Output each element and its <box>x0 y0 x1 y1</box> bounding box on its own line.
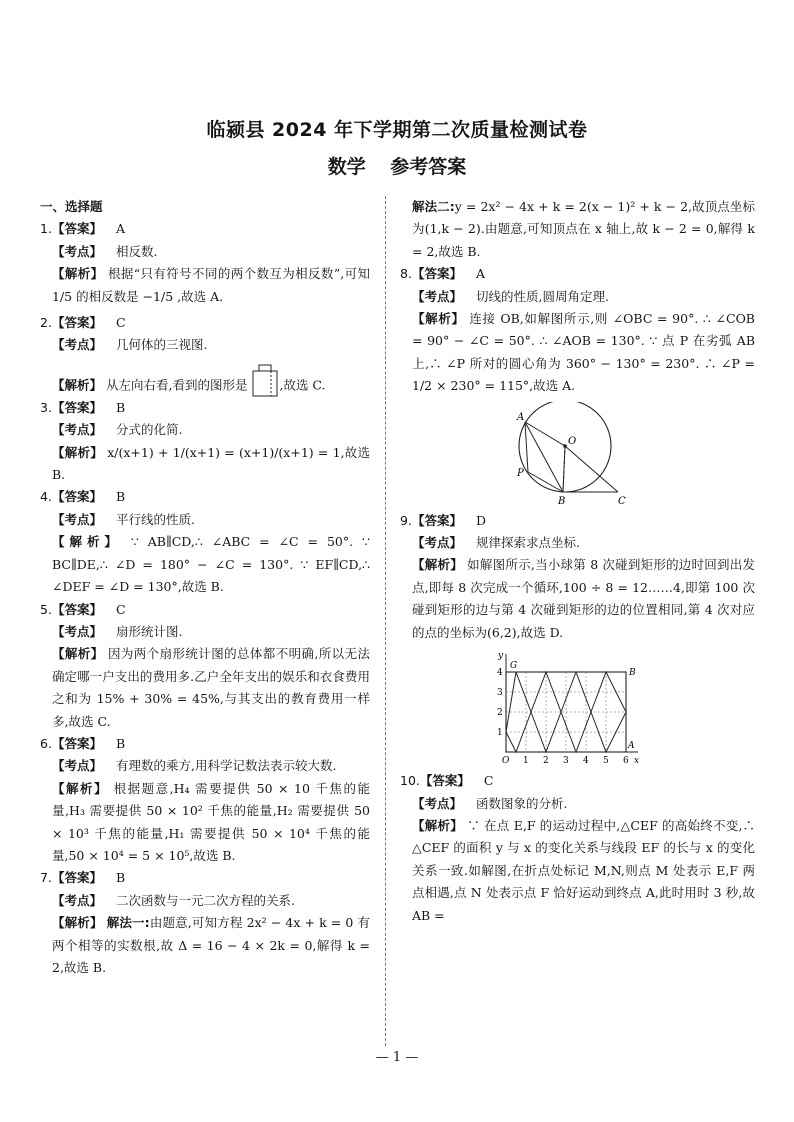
analysis-label: 【解析】 <box>412 817 464 833</box>
method-one-label: 解法一: <box>106 915 150 931</box>
column-divider <box>385 196 386 1046</box>
question-number: 7. <box>40 870 52 886</box>
bounce-path-figure <box>400 648 755 766</box>
point-label: 【考点】 <box>52 892 103 908</box>
question-8 <box>400 263 755 505</box>
section-heading: 一、选择题 <box>40 199 103 214</box>
point-label: 【考点】 <box>52 337 103 353</box>
answer-label: 【答案】 <box>51 870 102 886</box>
question-number: 5. <box>40 601 52 617</box>
answer-label: 【答案】 <box>51 399 102 415</box>
analysis-label: 【解析】 <box>52 377 103 393</box>
question-number: 4. <box>40 489 52 505</box>
point-text: 分式的化简. <box>116 422 183 438</box>
label-origin: O <box>502 756 510 767</box>
x-tick: 2 <box>543 756 549 767</box>
question-2 <box>40 312 370 397</box>
point-text: 函数图象的分析. <box>476 795 568 811</box>
point-text: 几何体的三视图. <box>116 337 208 353</box>
answer-value: C <box>483 773 494 789</box>
point-label: 【考点】 <box>412 535 463 551</box>
y-axis-label: y <box>498 651 504 662</box>
analysis-text: 根据“只有符号不同的两个数互为相反数”,可知 1/5 的相反数是 −1/5 ,故选 A. <box>52 266 370 304</box>
point-label: 【考点】 <box>412 288 463 304</box>
question-number: 10. <box>400 773 420 789</box>
answer-value: B <box>115 870 126 886</box>
analysis-label: 【解析】 <box>52 646 104 662</box>
label-a: A <box>517 411 525 423</box>
question-number: 3. <box>40 399 52 415</box>
y-tick: 1 <box>497 728 503 739</box>
x-tick: 4 <box>583 756 589 767</box>
question-3 <box>40 397 370 487</box>
analysis-text: 因为两个扇形统计图的总体都不明确,所以无法确定哪一户支出的费用多.乙户全年支出的娱乐和衣食费用之和为 15% + 30% = 45%,与其支出的教育费用一样多,故选 C. <box>52 646 370 729</box>
point-text: 有理数的乘方,用科学记数法表示较大数. <box>116 758 337 774</box>
answer-value: B <box>115 489 126 505</box>
method-two-label: 解法二: <box>412 199 455 214</box>
analysis-label: 【解析】 <box>52 266 104 282</box>
page-subtitle: 数学 参考答案 <box>327 156 467 178</box>
question-number: 1. <box>40 221 52 237</box>
right-column <box>400 196 755 927</box>
answer-label: 【答案】 <box>51 221 102 237</box>
side-view-figure <box>251 363 279 397</box>
answer-value: D <box>475 512 486 528</box>
question-10 <box>400 770 755 927</box>
question-9 <box>400 510 755 766</box>
point-label: 【考点】 <box>52 623 103 639</box>
answer-label: 【答案】 <box>411 266 462 282</box>
point-text: 二次函数与一元二次方程的关系. <box>116 892 295 908</box>
page-number: — 1 — <box>375 1050 419 1065</box>
point-label: 【考点】 <box>52 511 103 527</box>
point-label: 【考点】 <box>412 795 463 811</box>
question-number: 9. <box>400 512 412 528</box>
question-7 <box>40 867 370 979</box>
analysis-label: 【解析】 <box>52 444 104 460</box>
x-tick: 3 <box>563 756 569 767</box>
answer-label: 【答案】 <box>51 735 102 751</box>
answer-value: A <box>115 221 125 237</box>
label-p: P <box>517 467 524 479</box>
analysis-text: 从左向右看,看到的图形是 <box>106 377 248 393</box>
x-tick: 5 <box>603 756 609 767</box>
analysis-text: ∵ 在点 E,F 的运动过程中,△CEF 的高始终不变,∴ △CEF 的面积 y 与 x 的变化关系与线段 EF 的长与 x 的变化关系一致.如解图,在折点处标记 M,N,则点 M 处表示 E,F 两点相遇,点 N 处表示点 F 恰好运动到终点 A,此时用时 3 秒,故 AB = <box>412 817 755 923</box>
answer-value: C <box>115 601 126 617</box>
analysis-label: 【解析】 <box>412 311 465 327</box>
answer-label: 【答案】 <box>51 601 102 617</box>
point-text: 扇形统计图. <box>116 623 183 639</box>
question-number: 8. <box>400 266 412 282</box>
point-label: 【考点】 <box>52 243 103 259</box>
analysis-text: 根据题意,H₄ 需要提供 50 × 10 千焦的能量,H₃ 需要提供 50 × 10² 千焦的能量,H₂ 需要提供 50 × 10³ 千焦的能量,H₁ 需要提供 50 × 10⁴ 千焦的能量,50 × 10⁴ = 5 × 10⁵,故选 B. <box>52 780 370 863</box>
label-b: B <box>558 495 566 506</box>
analysis-label: 【解析】 <box>52 780 109 796</box>
point-label: 【考点】 <box>52 422 103 438</box>
y-tick: 2 <box>497 708 503 719</box>
analysis-text: ∵ AB∥CD,∴ ∠ABC = ∠C = 50°. ∵ BC∥DE,∴ ∠D = 180° − ∠C = 130°. ∵ EF∥CD,∴ ∠DEF = ∠D = 130°,故选 B. <box>52 534 370 595</box>
answer-value: B <box>115 399 126 415</box>
left-column <box>40 196 370 979</box>
analysis-label: 【解析】 <box>412 557 463 573</box>
label-c: C <box>618 495 626 506</box>
y-tick: 4 <box>497 668 503 679</box>
answer-value: A <box>475 266 485 282</box>
answer-value: B <box>115 735 126 751</box>
point-text: 规律探索求点坐标. <box>476 535 580 551</box>
label-g: G <box>510 661 518 672</box>
y-tick: 3 <box>497 688 503 699</box>
analysis-label: 【解析】 <box>52 534 122 550</box>
answer-label: 【答案】 <box>419 773 470 789</box>
question-number: 2. <box>40 315 52 331</box>
question-number: 6. <box>40 735 52 751</box>
x-tick: 1 <box>523 756 529 767</box>
point-text: 平行线的性质. <box>116 511 195 527</box>
analysis-text: y = 2x² − 4x + k = 2(x − 1)² + k − 2,故顶点坐标为(1,k − 2).由题意,可知顶点在 x 轴上,故 k − 2 = 0,解得 k = 2,故选 B. <box>412 199 755 259</box>
analysis-text: 由题意,可知方程 2x² − 4x + k = 0 有两个相等的实数根,故 Δ = 16 − 4 × 2k = 0,解得 k = 2,故选 B. <box>52 915 370 975</box>
question-6 <box>40 733 370 867</box>
point-text: 相反数. <box>116 243 158 259</box>
page-title: 临颍县 2024 年下学期第二次质量检测试卷 <box>206 119 588 141</box>
answer-label: 【答案】 <box>51 315 102 331</box>
question-1 <box>40 218 370 308</box>
analysis-text-end: ,故选 C. <box>279 377 326 393</box>
question-4 <box>40 486 370 598</box>
label-b: B <box>629 668 636 679</box>
label-a: A <box>628 741 635 752</box>
analysis-text: x/(x+1) + 1/(x+1) = (x+1)/(x+1) = 1,故选 B. <box>52 444 370 483</box>
circle-tangent-figure <box>400 402 755 506</box>
x-tick: 6 <box>623 756 629 767</box>
analysis-label: 【解析】 <box>52 915 103 931</box>
answer-value: C <box>115 315 126 331</box>
question-5 <box>40 599 370 733</box>
analysis-text: 连接 OB,如解图所示,则 ∠OBC = 90°. ∴ ∠COB = 90° − ∠C = 50°. ∴ ∠AOB = 130°. ∵ 点 P 在劣弧 AB 上,∴ ∠P 所对的圆心角为 360° − 130° = 230°. ∴ ∠P = 1/2 × 230° = 115°,故选 A. <box>412 311 755 394</box>
answer-label: 【答案】 <box>411 512 462 528</box>
point-label: 【考点】 <box>52 758 103 774</box>
point-text: 切线的性质,圆周角定理. <box>476 288 609 304</box>
analysis-text: 如解图所示,当小球第 8 次碰到矩形的边时回到出发点,即每 8 次完成一个循环,100 ÷ 8 = 12……4,即第 100 次碰到矩形的边与第 4 次碰到矩形的边的位置相同,第 4 次对应的点的坐标为(6,2),故选 D. <box>412 557 755 640</box>
label-o: O <box>568 435 577 447</box>
answer-label: 【答案】 <box>51 489 102 505</box>
x-axis-label: x <box>634 756 640 767</box>
